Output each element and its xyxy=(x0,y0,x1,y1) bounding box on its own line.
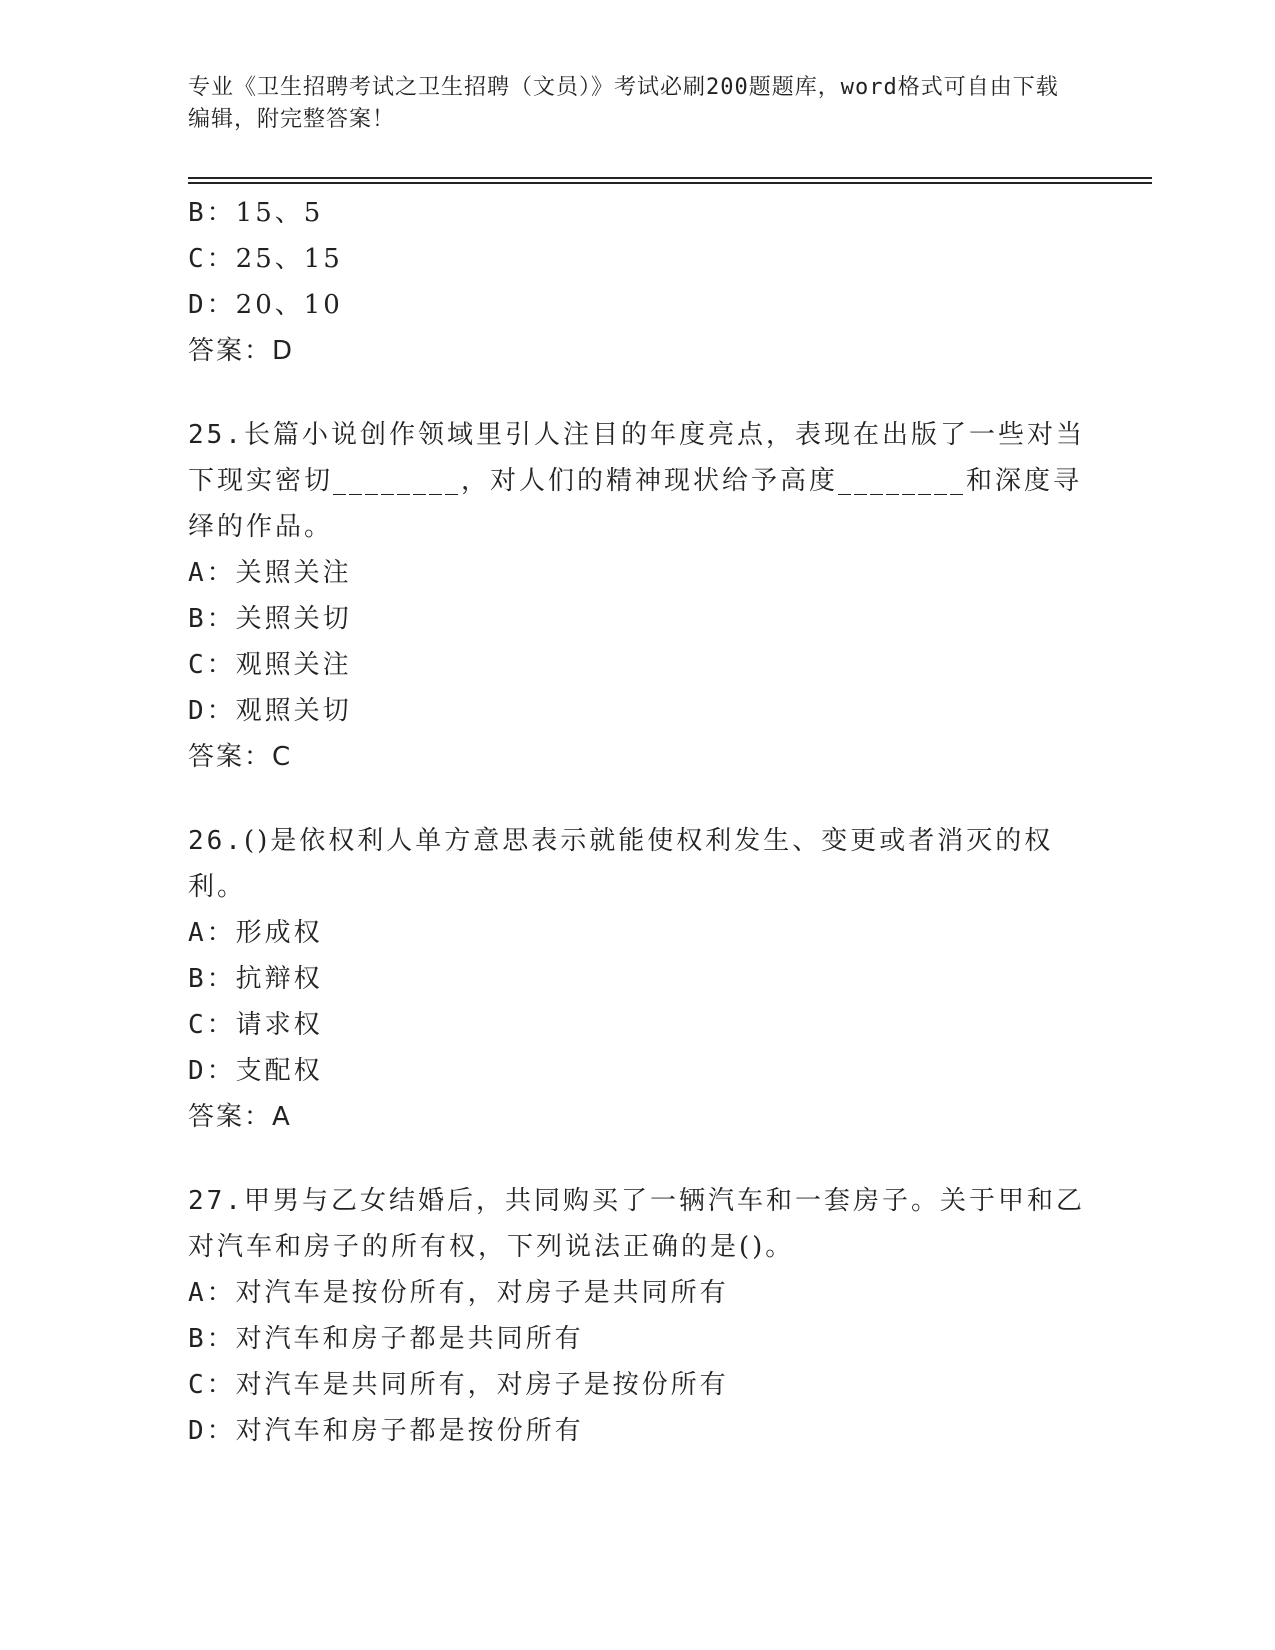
option-a: A：对汽车是按份所有，对房子是共同所有 xyxy=(188,1278,729,1308)
option-c: C：观照关注 xyxy=(188,650,352,680)
option-b: B：抗辩权 xyxy=(188,964,323,994)
option-a: A：关照关注 xyxy=(188,558,352,588)
option-c: C：请求权 xyxy=(188,1010,323,1040)
answer-line: 答案：A xyxy=(188,1102,292,1132)
question-25 xyxy=(188,412,1088,780)
option-a: A：形成权 xyxy=(188,918,323,948)
option-d: D：支配权 xyxy=(188,1056,323,1086)
answer-line: 答案：D xyxy=(188,336,295,366)
option-b: B：对汽车和房子都是共同所有 xyxy=(188,1324,584,1354)
answer-line: 答案：C xyxy=(188,742,293,772)
question-text: 25.长篇小说创作领域里引人注目的年度亮点，表现在出版了一些对当下现实密切________，对人们的精神现状给予高度________和深度寻绎的作品。 xyxy=(188,420,1085,542)
question-24-continuation xyxy=(188,190,1088,374)
option-d: D：对汽车和房子都是按份所有 xyxy=(188,1416,584,1446)
option-d: D：20、10 xyxy=(188,290,343,320)
question-text: 27.甲男与乙女结婚后，共同购买了一辆汽车和一套房子。关于甲和乙对汽车和房子的所有权，下列说法正确的是()。 xyxy=(188,1186,1085,1262)
option-c: C：25、15 xyxy=(188,244,343,274)
option-b: B：关照关切 xyxy=(188,604,352,634)
option-d: D：观照关切 xyxy=(188,696,352,726)
option-c: C：对汽车是共同所有，对房子是按份所有 xyxy=(188,1370,729,1400)
question-27 xyxy=(188,1178,1088,1454)
document-body xyxy=(188,190,1088,1454)
document-header: 专业《卫生招聘考试之卫生招聘（文员）》考试必刷200题题库，word格式可自由下载编辑，附完整答案！ xyxy=(188,75,1059,132)
option-b: B：15、5 xyxy=(188,198,324,228)
header-rule-bottom xyxy=(188,182,1152,184)
question-text: 26.()是依权利人单方意思表示就能使权利发生、变更或者消灭的权利。 xyxy=(188,826,1054,902)
question-26 xyxy=(188,818,1088,1140)
header-rule-top xyxy=(188,177,1152,179)
